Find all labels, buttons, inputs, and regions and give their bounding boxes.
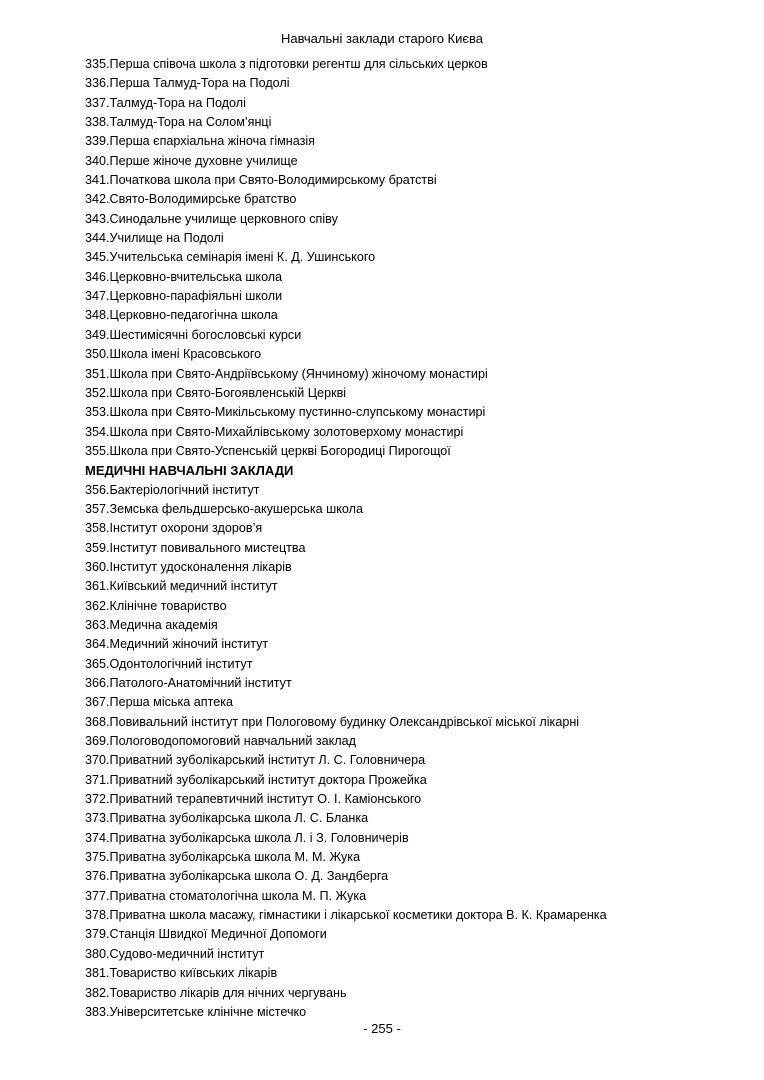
list-item: 345.Учительська семінарія імені К. Д. Ушинського bbox=[85, 250, 376, 265]
document-body bbox=[85, 55, 745, 1022]
running-header: Навчальні заклади старого Києва bbox=[280, 31, 484, 46]
list-item: 360.Інститут удосконалення лікарів bbox=[85, 559, 292, 574]
list-item: 339.Перша єпархіальна жіноча гімназія bbox=[85, 134, 315, 149]
list-item: 343.Синодальне училище церковного співу bbox=[85, 211, 338, 226]
section-heading-medical: МЕДИЧНІ НАВЧАЛЬНІ ЗАКЛАДИ bbox=[85, 463, 294, 479]
list-item: 350.Школа імені Красовського bbox=[85, 347, 262, 362]
institution-list-religious bbox=[85, 55, 745, 461]
list-item: 351.Школа при Свято-Андріївському (Янчиному) жіночому монастирі bbox=[85, 366, 488, 381]
list-item: 375.Приватна зуболікарська школа М. М. Жука bbox=[85, 850, 361, 865]
list-item: 362.Клінічне товариство bbox=[85, 598, 227, 613]
list-item: 367.Перша міська аптека bbox=[85, 695, 234, 710]
list-item: 344.Училище на Подолі bbox=[85, 231, 224, 246]
list-item: 368.Повивальний інститут при Пологовому будинку Олександрівської міської лікарні bbox=[85, 714, 580, 729]
list-item: 349.Шестимісячні богословські курси bbox=[85, 327, 302, 342]
list-item: 379.Станція Швидкої Медичної Допомоги bbox=[85, 927, 327, 942]
list-item: 337.Талмуд-Тора на Подолі bbox=[85, 95, 246, 110]
list-item: 373.Приватна зуболікарська школа Л. С. Бланка bbox=[85, 811, 369, 826]
list-item: 364.Медичний жіночий інститут bbox=[85, 637, 269, 652]
list-item: 365.Одонтологічний інститут bbox=[85, 656, 253, 671]
list-item: 340.Перше жіноче духовне училище bbox=[85, 153, 298, 168]
list-item: 363.Медична академія bbox=[85, 617, 218, 632]
list-item: 342.Свято-Володимирське братство bbox=[85, 192, 297, 207]
list-item: 376.Приватна зуболікарська школа О. Д. Зандберга bbox=[85, 869, 389, 884]
list-item: 372.Приватний терапевтичний інститут О. І. Каміонського bbox=[85, 792, 422, 807]
list-item: 371.Приватний зуболікарський інститут доктора Прожейка bbox=[85, 772, 427, 787]
list-item: 378.Приватна школа масажу, гімнастики і лікарської косметики доктора В. К. Крамаренка bbox=[85, 908, 607, 923]
list-item: 377.Приватна стоматологічна школа М. П. Жука bbox=[85, 888, 367, 903]
list-item: 354.Школа при Свято-Михайлівському золотоверхому монастирі bbox=[85, 424, 464, 439]
list-item: 380.Судово-медичний інститут bbox=[85, 946, 265, 961]
list-item: 348.Церковно-педагогічна школа bbox=[85, 308, 278, 323]
list-item: 355.Школа при Свято-Успенській церкві Богородиці Пирогощої bbox=[85, 443, 451, 458]
list-item: 346.Церковно-вчительська школа bbox=[85, 269, 283, 284]
list-item: 341.Початкова школа при Свято-Володимирському братстві bbox=[85, 173, 437, 188]
list-item: 338.Талмуд-Тора на Солом’янці bbox=[85, 115, 272, 130]
list-item: 366.Патолого-Анатомічний інститут bbox=[85, 676, 292, 690]
list-item: 381.Товариство київських лікарів bbox=[85, 966, 278, 981]
list-item: 369.Пологоводопомоговий навчальний заклад bbox=[85, 734, 357, 749]
list-item: 335.Перша співоча школа з підготовки регентш для сільських церков bbox=[85, 57, 488, 71]
list-item: 356.Бактеріологічний інститут bbox=[85, 482, 260, 497]
list-item: 359.Інститут повивального мистецтва bbox=[85, 540, 306, 555]
list-item: 374.Приватна зуболікарська школа Л. і З. Головничерів bbox=[85, 830, 409, 845]
list-item: 352.Школа при Свято-Богоявленській Церкві bbox=[85, 385, 347, 400]
list-item: 358.Інститут охорони здоров’я bbox=[85, 521, 263, 536]
list-item: 383.Університетське клінічне містечко bbox=[85, 1004, 307, 1019]
list-item: 353.Школа при Свято-Микільському пустинно-слупському монастирі bbox=[85, 405, 486, 420]
page-number: - 255 - bbox=[363, 1021, 401, 1036]
list-item: 347.Церковно-парафіяльні школи bbox=[85, 289, 283, 304]
list-item: 357.Земська фельдшерсько-акушерська школа bbox=[85, 501, 363, 516]
list-item: 361.Київський медичний інститут bbox=[85, 579, 278, 594]
institution-list-medical bbox=[85, 481, 745, 1023]
list-item: 370.Приватний зуболікарський інститут Л. С. Головничера bbox=[85, 753, 426, 768]
list-item: 336.Перша Талмуд-Тора на Подолі bbox=[85, 76, 290, 91]
list-item: 382.Товариство лікарів для нічних чергувань bbox=[85, 985, 347, 1000]
